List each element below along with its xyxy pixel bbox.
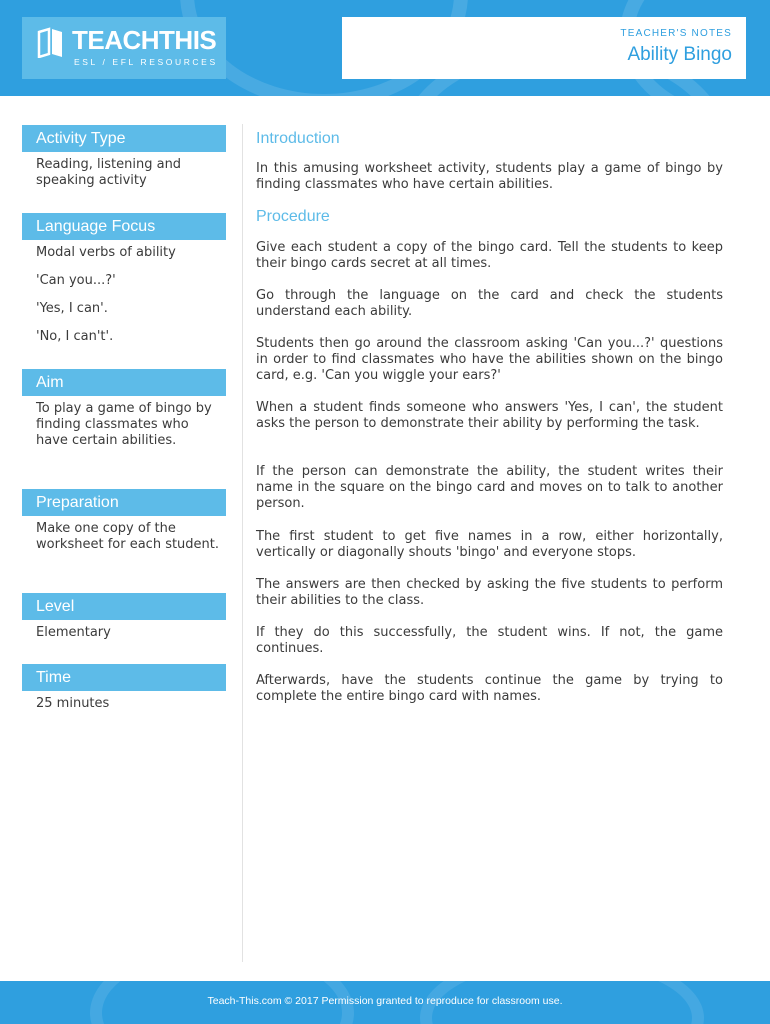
- introduction-text: In this amusing worksheet activity, students play a game of bingo by finding classmates who have certain abilities.: [256, 161, 723, 192]
- logo: [22, 17, 226, 79]
- notes-label: TEACHER'S NOTES: [620, 28, 732, 39]
- procedure-paragraph: When a student finds someone who answers 'Yes, I can', the student asks the person to demonstrate their ability by performing the task.: [256, 400, 723, 431]
- procedure-paragraph: If they do this successfully, the student wins. If not, the game continues.: [256, 625, 723, 656]
- footer-banner: [0, 981, 770, 1024]
- procedure-paragraph: Students then go around the classroom asking 'Can you...?' questions in order to find classmates who have the abilities shown on the bingo card, e.g. 'Can you wiggle your ears?': [256, 336, 723, 383]
- logo-title: TEACHTHIS: [72, 25, 217, 55]
- header-banner: [0, 0, 770, 96]
- time-text: 25 minutes: [36, 696, 110, 711]
- procedure-paragraph: The answers are then checked by asking the five students to perform their abilities to the class.: [256, 577, 723, 608]
- preparation-text: Make one copy of the worksheet for each student.: [36, 521, 220, 552]
- language-focus-heading: Language Focus: [22, 213, 226, 240]
- footer-copyright: Teach-This.com © 2017 Permission granted to reproduce for classroom use.: [207, 995, 563, 1007]
- logo-subtitle: ESL / EFL RESOURCES: [74, 57, 218, 67]
- procedure-paragraph: If the person can demonstrate the ability, the student writes their name in the square on the bingo card and moves on to talk to another person.: [256, 464, 723, 511]
- level-heading: Level: [22, 593, 226, 620]
- procedure-heading: Procedure: [256, 208, 330, 225]
- preparation-heading: Preparation: [22, 489, 226, 516]
- procedure-paragraph: Afterwards, have the students continue the game by trying to complete the entire bingo card with names.: [256, 673, 723, 704]
- introduction-heading: Introduction: [256, 130, 340, 147]
- level-text: Elementary: [36, 625, 111, 640]
- language-focus-item: Modal verbs of ability: [36, 245, 176, 260]
- aim-heading: Aim: [22, 369, 226, 396]
- language-focus-item: 'Can you...?': [36, 273, 116, 288]
- title-card: [342, 17, 746, 79]
- activity-type-heading: Activity Type: [22, 125, 226, 152]
- column-divider: [242, 124, 243, 962]
- procedure-paragraph: Give each student a copy of the bingo card. Tell the students to keep their bingo cards secret at all times.: [256, 240, 723, 271]
- language-focus-item: 'Yes, I can'.: [36, 301, 108, 316]
- aim-text: To play a game of bingo by finding classmates who have certain abilities.: [36, 401, 212, 448]
- procedure-paragraph: The first student to get five names in a row, either horizontally, vertically or diagonally shouts 'bingo' and everyone stops.: [256, 529, 723, 560]
- procedure-paragraph: Go through the language on the card and check the students understand each ability.: [256, 288, 723, 319]
- activity-type-text: Reading, listening and speaking activity: [36, 157, 182, 188]
- time-heading: Time: [22, 664, 226, 691]
- language-focus-item: 'No, I can't'.: [36, 329, 114, 344]
- page-title: Ability Bingo: [627, 44, 732, 65]
- book-icon: [36, 26, 66, 58]
